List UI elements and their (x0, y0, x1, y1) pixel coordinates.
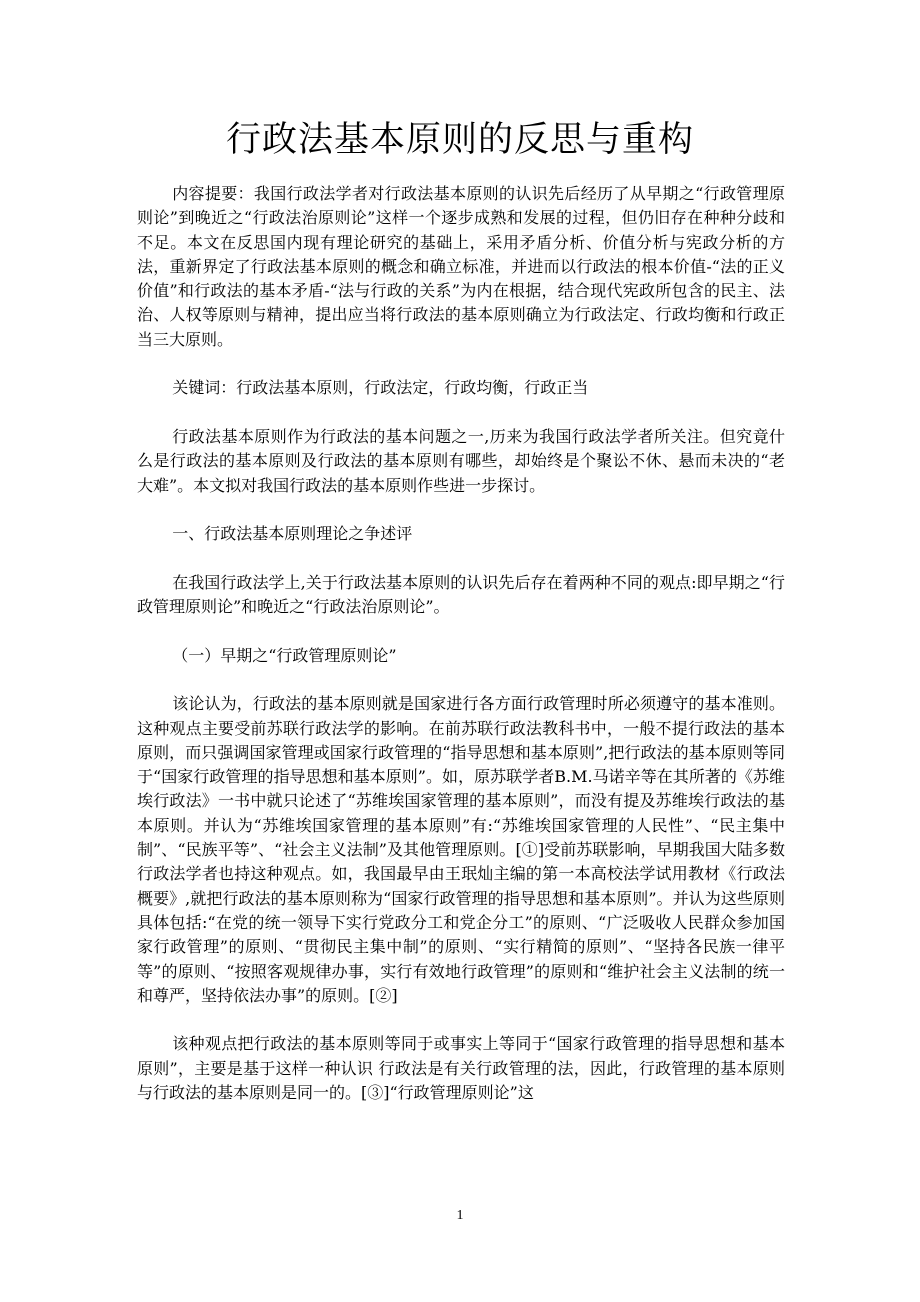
subsection-heading-1: （一）早期之“行政管理原则论” (172, 645, 397, 665)
body-paragraph: 该种观点把行政法的基本原则等同于或事实上等同于“国家行政管理的指导思想和基本原则”，主要是基于这样一种认识 行政法是有关行政管理的法，因此，行政管理的基本原则与行政法的基本原则是同一的。[③]“行政管理原则论”这 (137, 1034, 785, 1102)
body-paragraph: 在我国行政法学上,关于行政法基本原则的认识先后存在着两种不同的观点:即早期之“行政管理原则论”和晚近之“行政法治原则论”。 (137, 572, 785, 617)
document-title: 行政法基本原则的反思与重构 (225, 120, 694, 160)
document-body (137, 182, 785, 1105)
abstract-paragraph: 内容提要：我国行政法学者对行政法基本原则的认识先后经历了从早期之“行政管理原则论”到晚近之“行政法治原则论”这样一个逐步成熟和发展的过程，但仍旧存在种种分歧和不足。本文在反思国内现有理论研究的基础上，采用矛盾分析、价值分析与宪政分析的方法，重新界定了行政法基本原则的概念和确立标准，并进而以行政法的根本价值-“法的正义价值”和行政法的基本矛盾-“法与行政的关系”为内在根据，结合现代宪政所包含的民主、法治、人权等原则与精神，提出应当将行政法的基本原则确立为行政法定、行政均衡和行政正当三大原则。 (137, 184, 785, 349)
body-paragraph: 该论认为，行政法的基本原则就是国家进行各方面行政管理时所必须遵守的基本准则。这种观点主要受前苏联行政法学的影响。在前苏联行政法教科书中，一般不提行政法的基本原则，而只强调国家管理或国家行政管理的“指导思想和基本原则”,把行政法的基本原则等同于“国家行政管理的指导思想和基本原则”。如，原苏联学者B.M.马诺辛等在其所著的《苏维埃行政法》一书中就只论述了“苏维埃国家管理的基本原则”，而没有提及苏维埃行政法的基本原则。并认为“苏维埃国家管理的基本原则”有:“苏维埃国家管理的人民性”、“民主集中制”、“民族平等”、“社会主义法制”及其他管理原则。[①]受前苏联影响，早期我国大陆多数行政法学者也持这种观点。如，我国最早由王珉灿主编的第一本高校法学试用教材《行政法概要》,就把行政法的基本原则称为“国家行政管理的指导思想和基本原则”。并认为这些原则具体包括:“在党的统一领导下实行党政分工和党企分工”的原则、“广泛吸收人民群众参加国家行政管理”的原则、“贯彻民主集中制”的原则、“实行精简的原则”、“坚持各民族一律平等”的原则、“按照客观规律办事，实行有效地行政管理”的原则和“维护社会主义法制的统一和尊严，坚持依法办事”的原则。[②] (137, 694, 785, 1005)
keywords-paragraph: 关键词：行政法基本原则，行政法定，行政均衡，行政正当 (172, 378, 589, 398)
section-heading-1: 一、行政法基本原则理论之争述评 (172, 524, 413, 544)
intro-paragraph: 行政法基本原则作为行政法的基本问题之一,历来为我国行政法学者所关注。但究竟什么是行政法的基本原则及行政法的基本原则有哪些，却始终是个聚讼不休、悬而未决的“老大难”。本文拟对我国行政法的基本原则作些进一步探讨。 (137, 426, 785, 495)
page-number: 1 (456, 1208, 464, 1223)
